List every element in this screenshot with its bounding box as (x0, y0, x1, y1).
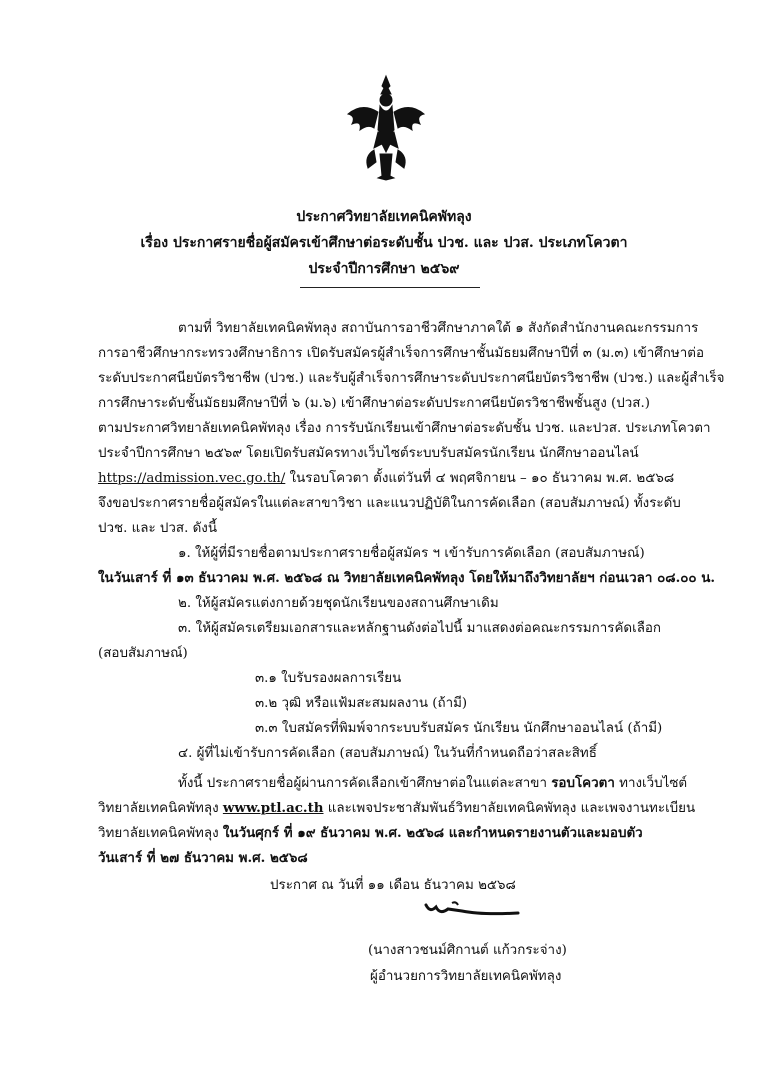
academic-year: ประจำปีการศึกษา ๒๕๖๙ (308, 261, 460, 277)
item-1-date: ในวันเสาร์ ที่ ๑๓ ธันวาคม พ.ศ. ๒๕๖๘ ณ วิทยาลัยเทคนิคพัทลุง โดยให้มาถึงวิทยาลัยฯ ก่อนเวลา ๐๘.๐๐ น. (98, 570, 716, 586)
signer-name: (นางสาวชนม์ศิกานต์ แก้วกระจ่าง) (368, 943, 567, 958)
signature-icon (422, 895, 522, 921)
item-3-continued: (สอบสัมภาษณ์) (98, 646, 188, 661)
sub-item-3-1: ๓.๑ ใบรับรองผลการเรียน (255, 671, 402, 686)
closing-line: ทั้งนี้ ประกาศรายชื่อผู้ผ่านการคัดเลือกเข้าศึกษาต่อในแต่ละสาขา รอบโควตา ทางเว็บไซต์ (178, 775, 688, 791)
title-divider (300, 287, 480, 288)
sub-item-3-3: ๓.๓ ใบสมัครที่พิมพ์จากระบบรับสมัคร นักเรียน นักศึกษาออนไลน์ (ถ้ามี) (255, 721, 663, 736)
closing-line: วิทยาลัยเทคนิคพัทลุง ในวันศุกร์ ที่ ๑๙ ธันวาคม พ.ศ. ๒๕๖๘ และกำหนดรายงานตัวและมอบตัว (98, 825, 643, 841)
item-1: ๑. ให้ผู้ที่มีรายชื่อตามประกาศรายชื่อผู้สมัคร ฯ เข้ารับการคัดเลือก (สอบสัมภาษณ์) (178, 546, 645, 561)
document-subject: เรื่อง ประกาศรายชื่อผู้สมัครเข้าศึกษาต่อระดับชั้น ปวช. และ ปวส. ประเภทโควตา (140, 235, 628, 251)
item-3: ๓. ให้ผู้สมัครเตรียมเอกสารและหลักฐานดังต่อไปนี้ มาแสดงต่อคณะกรรมการคัดเลือก (178, 621, 662, 636)
intro-line: การศึกษาระดับชั้นมัธยมศึกษาปีที่ ๖ (ม.๖) เข้าศึกษาต่อระดับประกาศนียบัตรวิชาชีพชั้นสูง (ปวส.) (98, 396, 650, 411)
intro-line: การอาชีวศึกษากระทรวงศึกษาธิการ เปิดรับสมัครผู้สำเร็จการศึกษาชั้นมัธยมศึกษาปีที่ ๓ (ม.๓) เข้าศึกษาต่อ (98, 346, 704, 361)
closing-line: วิทยาลัยเทคนิคพัทลุง www.ptl.ac.th และเพจประชาสัมพันธ์วิทยาลัยเทคนิคพัทลุง และเพจงานทะเบียน (98, 800, 696, 816)
admission-link[interactable]: https://admission.vec.go.th/ (98, 471, 286, 486)
signer-position: ผู้อำนวยการวิทยาลัยเทคนิคพัทลุง (370, 969, 562, 984)
intro-line: ตามประกาศวิทยาลัยเทคนิคพัทลุง เรื่อง การรับนักเรียนเข้าศึกษาต่อระดับชั้น ปวช. และปวส. ประเภทโควตา (98, 421, 711, 436)
item-2: ๒. ให้ผู้สมัครแต่งกายด้วยชุดนักเรียนของสถานศึกษาเดิม (178, 596, 499, 611)
announcement-date: ประกาศ ณ วันที่ ๑๑ เดือน ธันวาคม ๒๕๖๘ (270, 878, 516, 893)
sub-item-3-2: ๓.๒ วุฒิ หรือแฟ้มสะสมผลงาน (ถ้ามี) (255, 696, 468, 711)
item-4: ๔. ผู้ที่ไม่เข้ารับการคัดเลือก (สอบสัมภาษณ์) ในวันที่กำหนดถือว่าสละสิทธิ์ (178, 746, 597, 761)
ptl-website-link[interactable]: www.ptl.ac.th (222, 800, 324, 816)
intro-line: ประจำปีการศึกษา ๒๕๖๙ โดยเปิดรับสมัครทางเว็บไซต์ระบบรับสมัครนักเรียน นักศึกษาออนไลน์ (98, 446, 639, 461)
closing-date: วันเสาร์ ที่ ๒๗ ธันวาคม พ.ศ. ๒๕๖๘ (98, 850, 308, 866)
intro-line: จึงขอประกาศรายชื่อผู้สมัครในแต่ละสาขาวิชา และแนวปฏิบัติในการคัดเลือก (สอบสัมภาษณ์) ทั้งระดับ (98, 496, 681, 511)
intro-line: ระดับประกาศนียบัตรวิชาชีพ (ปวช.) และรับผู้สำเร็จการศึกษาระดับประกาศนียบัตรวิชาชีพ (ปวช.) และผู้สำเร็จ (98, 371, 725, 386)
intro-line: ตามที่ วิทยาลัยเทคนิคพัทลุง สถาบันการอาชีวศึกษาภาคใต้ ๑ สังกัดสำนักงานคณะกรรมการ (178, 321, 699, 336)
intro-url-line: https://admission.vec.go.th/ ในรอบโควตา ตั้งแต่วันที่ ๔ พฤศจิกายน – ๑๐ ธันวาคม พ.ศ. ๒๕๖๘ (98, 471, 675, 486)
garuda-emblem-icon (344, 72, 428, 182)
document-title: ประกาศวิทยาลัยเทคนิคพัทลุง (296, 209, 472, 225)
intro-line: ปวช. และ ปวส. ดังนี้ (98, 521, 217, 536)
